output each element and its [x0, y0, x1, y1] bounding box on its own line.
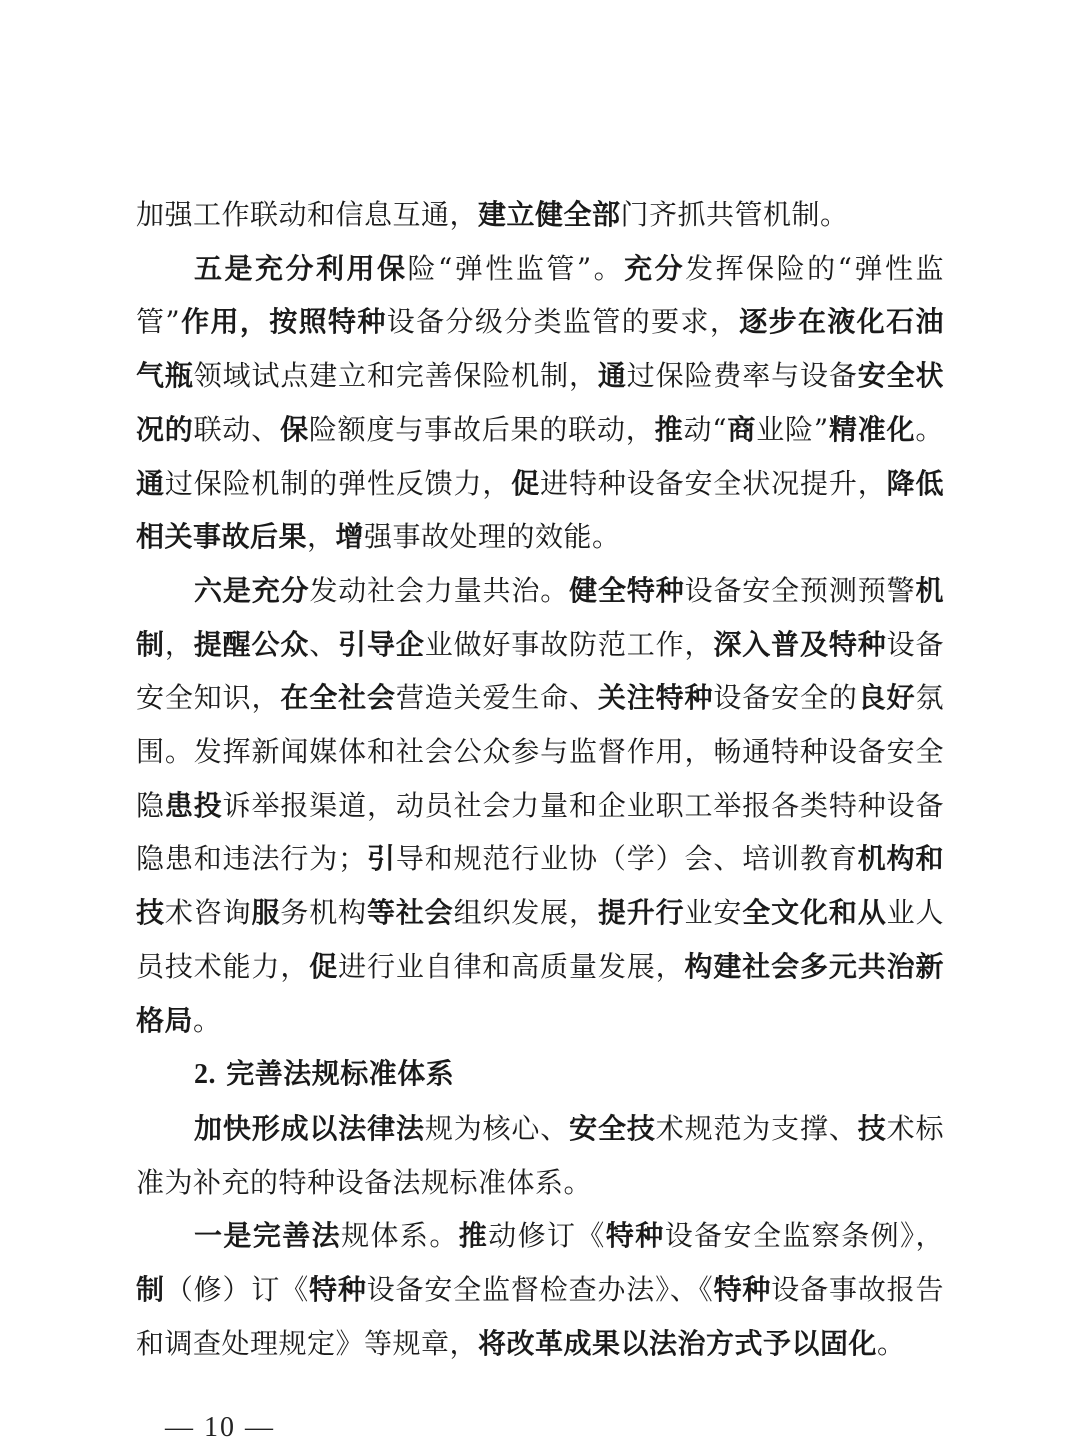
bold-text-run: 通 [136, 466, 165, 500]
bold-text-run: 促 [511, 466, 541, 500]
text-run: 险额度与事故后果的联动， [308, 412, 655, 446]
bold-text-run: 深入普及特种 [713, 627, 887, 661]
bold-text-run: 安全状况的 [136, 359, 944, 446]
bold-text-run: 六是充分 [194, 573, 310, 607]
text-run: 设备安全监察条例》， [664, 1219, 944, 1253]
text-run: 业人员技术能力， [136, 896, 944, 983]
bold-text-run: 逐步在液化石油气瓶 [136, 305, 944, 393]
bold-text-run: 特种 [309, 1273, 367, 1307]
text-run: 务机构 [280, 896, 367, 930]
bold-text-run: 健全特种 [569, 573, 685, 607]
text-run: ， [164, 627, 194, 661]
bold-text-run: 在全社会 [280, 681, 396, 715]
bold-text-run: 安全技 [569, 1111, 656, 1145]
bold-text-run: 机构和技 [136, 842, 944, 930]
bold-text-run: 构建社会多元共治新格局 [136, 949, 944, 1037]
text-run: 加强工作联动和信息互通， [136, 198, 479, 231]
text-run: 诉举报渠道，动员社会力量和企业职工举报各类特种设备隐患和违法行为； [136, 788, 944, 876]
text-run: 。 [915, 412, 944, 446]
bold-text-run: 商 [727, 412, 757, 446]
text-run: 动“ [683, 412, 728, 446]
text-run: 导和规范行业协（学）会、培训教育 [395, 842, 858, 876]
bold-text-run: 一是完善法 [194, 1219, 342, 1253]
text-run: 术规范为支撑、 [655, 1111, 858, 1145]
text-run: 设备安全监督检查办法》、《 [366, 1273, 714, 1307]
text-run: 设备安全知识， [136, 627, 944, 715]
bold-text-run: 提醒公众 [193, 627, 310, 661]
body-paragraph [136, 188, 944, 242]
section-title: 完善法规标准体系 [226, 1057, 455, 1091]
bold-text-run: 引 [366, 842, 396, 876]
text-run: 规体系。 [341, 1219, 459, 1253]
bold-text-run: 将改革成果以法治方式予以固化 [478, 1326, 878, 1360]
section-number: 2. [194, 1059, 216, 1091]
text-run: 设备分级分类监管的要求， [386, 305, 740, 339]
bold-text-run: 建立健全部 [478, 198, 621, 231]
text-run: ， [307, 520, 336, 554]
text-run: 过保险机制的弹性反馈力， [164, 466, 512, 500]
bold-text-run: 技 [857, 1111, 887, 1145]
bold-text-run: 促 [309, 949, 339, 983]
text-run: 术咨询 [164, 896, 252, 930]
body-paragraph [136, 564, 944, 1047]
bold-text-run: 制 [136, 1273, 165, 1307]
text-run: 设备安全预测预警 [684, 573, 916, 607]
text-run: 进行业自律和高质量发展， [338, 949, 685, 983]
text-run: 。 [877, 1326, 906, 1360]
bold-text-run: 增 [335, 520, 365, 554]
text-run: 险“弹性监管”。 [407, 251, 625, 285]
document-body [136, 188, 944, 1370]
text-run: 组织发展， [453, 896, 598, 930]
text-run: 营造关爱生命、 [395, 681, 598, 715]
bold-text-run: 良好 [857, 681, 916, 715]
bold-text-run: 引导企 [338, 627, 425, 661]
text-run: 强事故处理的效能。 [364, 520, 621, 554]
text-run: 过保险费率与设备 [626, 359, 858, 393]
bold-text-run: 充分 [624, 251, 686, 285]
text-run: 联动、 [193, 412, 281, 446]
text-run: （修）订《 [164, 1273, 310, 1307]
text-run: 设备事故报告和调查处理规定》等规章， [136, 1273, 944, 1360]
body-paragraph [136, 1209, 944, 1370]
bold-text-run: 服 [251, 896, 281, 930]
bold-text-run: 关注特种 [597, 681, 714, 715]
text-run: 发挥保险的“弹性监管” [136, 251, 944, 339]
text-run: 。 [193, 1003, 222, 1037]
body-paragraph [136, 242, 944, 564]
bold-text-run: 全文化和从 [742, 896, 887, 930]
text-run: 规为核心、 [424, 1111, 570, 1145]
bold-text-run: 降低相关事故后果 [136, 466, 944, 554]
text-run: 门齐抓共管机制。 [620, 198, 849, 231]
bold-text-run: 机制 [136, 573, 944, 661]
section-heading [136, 1047, 944, 1102]
text-run: 业险” [756, 412, 829, 446]
text-run: 业安 [684, 896, 743, 930]
bold-text-run: 精准化 [828, 412, 916, 446]
bold-text-run: 五是充分利用保 [194, 251, 408, 285]
bold-text-run: 特种 [605, 1219, 665, 1253]
text-run: 设备安全的 [713, 681, 858, 715]
page-number: — 10 — [165, 1412, 275, 1443]
text-run: 氛围。发挥新闻媒体和社会公众参与监督作用，畅通特种设备安全隐 [136, 681, 944, 822]
text-run: 进特种设备安全状况提升， [540, 466, 887, 500]
bold-text-run: 推 [458, 1219, 489, 1253]
bold-text-run: 患投 [164, 788, 223, 822]
text-run: 术标准为补充的特种设备法规标准体系。 [136, 1111, 944, 1199]
bold-text-run: 等社会 [366, 896, 454, 930]
bold-text-run: 特种 [713, 1273, 772, 1307]
text-run: 领域试点建立和完善保险机制， [193, 359, 598, 393]
bold-text-run: 提升行 [597, 896, 685, 930]
text-run: 发动社会力量共治。 [309, 573, 570, 607]
text-run: 业做好事故防范工作， [424, 627, 714, 661]
bold-text-run: 作用，按照特种 [180, 305, 387, 339]
body-paragraph [136, 1102, 944, 1209]
bold-text-run: 通 [597, 359, 627, 393]
bold-text-run: 加快形成以法律法 [194, 1111, 425, 1145]
text-run: 动修订《 [488, 1219, 606, 1253]
text-run: 、 [309, 627, 339, 661]
bold-text-run: 推 [654, 412, 684, 446]
bold-text-run: 保 [280, 412, 309, 446]
